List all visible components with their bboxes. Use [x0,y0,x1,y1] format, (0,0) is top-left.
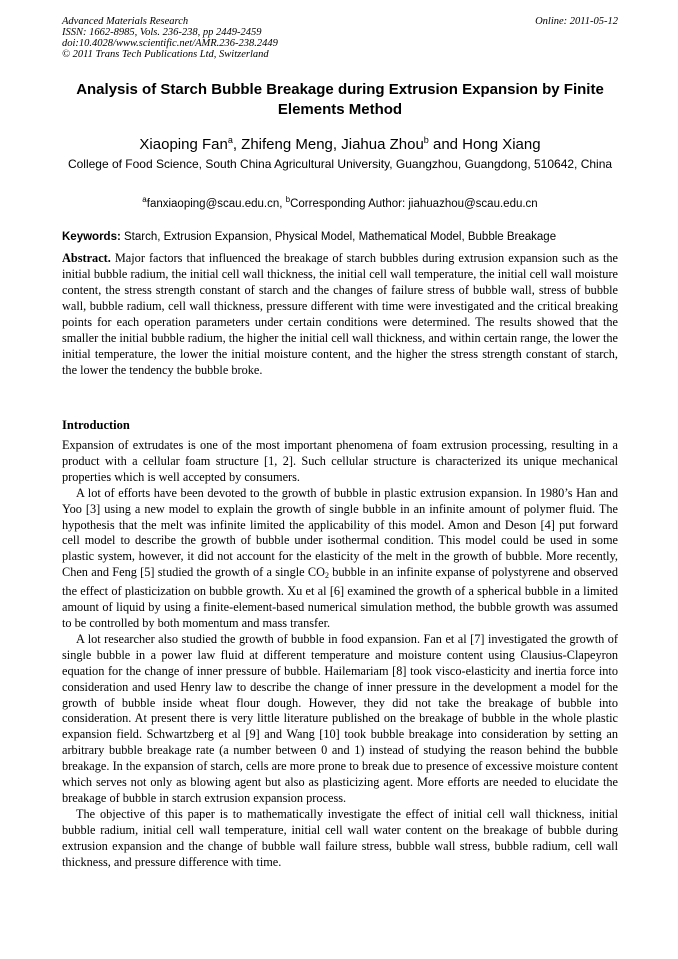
paragraph: A lot researcher also studied the growth of bubble in food expansion. Fan et al [7] investigated the growth of single bubble in a power law fluid at different temperature and moisture content using Clausius-Clapeyron equation for the change of inner pressure of bubble. Hailemariam [8] took visco-elasticity and inertia force into consideration and used Henry law to describe the change of inner pressure in the development a model for the growth of bubble inside wheat flour dough. However, they did not take the breakage of bubble into consideration. At present there is very little literature published on the breakage of bubble in the whole plastic expansion field. Schwartzberg et al [9] and Wang [10] took bubble breakage into consideration by setting an arbitrary bubble breakage rate (a number between 0 and 1) instead of studying the reason behind the bubble breakage. In the expansion of starch, cells are more prone to break due to presence of excessive moisture content which serves not only as blowing agent but also as plasticizing agent. More efforts are needed to elucidate the breakage of bubble in starch extrusion expansion process. [62,631,618,805]
journal-issn: ISSN: 1662-8985, Vols. 236-238, pp 2449-2459 [62,27,262,38]
journal-meta [62,16,618,60]
author-mark: a [227,135,233,145]
paper-title: Analysis of Starch Bubble Breakage during Extrusion Expansion by Finite Elements Method [76,81,604,118]
author-list [62,130,618,155]
keywords-text: Starch, Extrusion Expansion, Physical Model, Mathematical Model, Bubble Breakage [120,231,557,243]
introduction-body [62,438,618,870]
paragraph-text: A lot of efforts have been devoted to the growth of bubble in plastic extrusion expansion. In 1980’s Han and Yoo [3] using a new model to explain the growth of single bubble in an infinite amount of polymer fluid. The hypothesis that the melt was infinite limited the applicability of this model. Amon and Deson [4] put forward cell model to describe the growth of bubble under isothermal condition. This model could be used in some plastic system, however, it did not account for the elasticity of the melt in the growth of bubble. More recently, Chen and Feng [5] studied the growth of a single CO [62,485,618,580]
affiliation: College of Food Science, South China Agricultural University, Guangzhou, Guangdong, 510642, China [67,157,613,171]
paragraph [62,486,618,632]
journal-doi: doi:10.4028/www.scientific.net/AMR.236-238.2449 [62,38,278,49]
email-mark: b [285,195,291,204]
author-name: , Zhifeng Meng, Jiahua Zhou [232,136,424,153]
author-name: and Hong Xiang [432,136,541,153]
author-mark: b [423,135,429,145]
journal-name: Advanced Materials Research [62,16,189,27]
journal-copyright: © 2011 Trans Tech Publications Ltd, Switzerland [62,49,269,60]
paragraph: The objective of this paper is to mathematically investigate the effect of initial cell wall thickness, initial bubble radium, initial cell wall temperature, initial cell wall water content on the breakage of bubble during extrusion expansion and the change of bubble wall failure stress, bubble wall stress, bubble radium, cell wall thickness, and pressure difference with time. [62,806,618,869]
subscript: 2 [324,571,329,581]
keywords-label: Keywords: [62,231,121,243]
abstract [62,250,618,378]
paragraph-text: bubble in an infinite expanse of polystyrene and observed the effect of plasticization on bubble growth. Xu et al [6] examined the growth of a spherical bubble in a limited amount of liquid by using a finite-element-based numerical simulation method, the bubble growth was assumed to be controlled by both momentum and mass transfer. [62,565,618,630]
paragraph: Expansion of extrudates is one of the most important phenomena of foam extrusion processing, resulting in a product with a cellular foam structure [1, 2]. Such cellular structure is characterized its unique mechanical properties which is well accepted by consumers. [62,438,618,484]
author-emails [62,192,618,212]
email-link: Corresponding Author: jiahuazhou@scau.edu.cn [290,198,538,210]
email-link: fanxiaoping@scau.edu.cn, [146,198,286,210]
section-heading: Introduction [62,418,130,432]
online-date: Online: 2011-05-12 [535,16,618,27]
abstract-text: Major factors that influenced the breakage of starch bubbles during extrusion expansion such as the initial bubble radium, the initial cell wall thickness, the initial cell wall temperature, the initial cell wall moisture content, the stress strength constant of starch and the changes of failure stress of bubble wall, stress of bubble wall, bubble radium, cell wall thickness, pressure different with time were investigated and the critical breaking points for each operation parameters under certain conditions were determined. The results showed that the smaller the initial bubble radium, the higher the initial cell wall thickness, and within certain range, the lower the initial temperature, the lower the initial moisture content, and the higher the stress strength constant of starch, the lower the tendency the bubble broke. [62,251,618,377]
keywords [62,229,618,245]
author-name: Xiaoping Fan [139,136,228,153]
email-mark: a [142,195,147,204]
abstract-label: Abstract. [62,251,111,265]
